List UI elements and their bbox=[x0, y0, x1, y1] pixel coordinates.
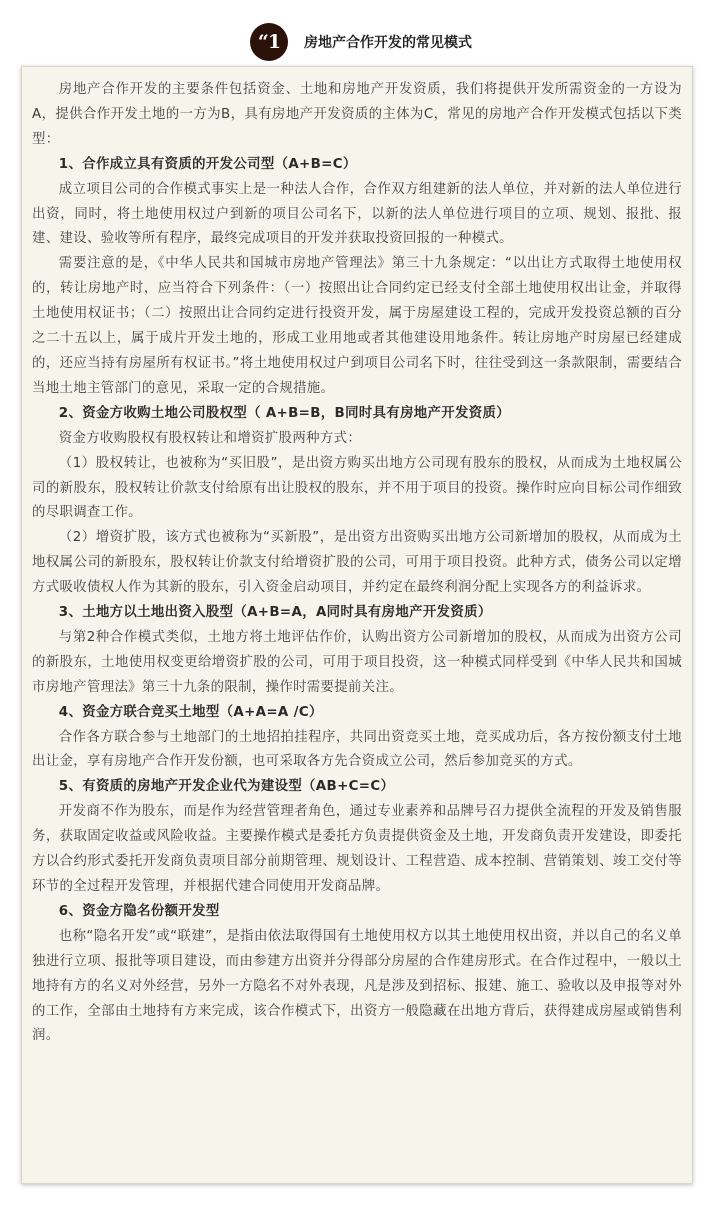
content-card bbox=[21, 66, 693, 1184]
section-number-badge: “1 bbox=[250, 23, 288, 61]
body-paragraph: 也称“隐名开发”或“联建”，是指由依法取得国有土地使用权方以其土地使用权出资，并以自己的名义单独进行立项、报批等项目建设，而由参建方出资并分得部分房屋的合作建房形式。在合作过程中，一般以土地持有方的名义对外经营，另外一方隐名不对外表现，凡是涉及到招标、报建、施工、验收以及申报等对外的工作，全部由土地持有方来完成，该合作模式下，出资方一般隐藏在出地方背后，获得建成房屋或销售利润。 bbox=[32, 928, 682, 1044]
body-paragraph: 开发商不作为股东，而是作为经营管理者角色，通过专业素养和品牌号召力提供全流程的开发及销售服务，获取固定收益或风险收益。主要操作模式是委托方负责提供资金及土地，开发商负责开发建设，即委托方以合约形式委托开发商负责项目部分前期管理、规划设计、工程营造、成本控制、营销策划、竣工交付等环节的全过程开发管理，并根据代建合同使用开发商品牌。 bbox=[32, 804, 682, 894]
body-paragraph: 成立项目公司的合作模式事实上是一种法人合作，合作双方组建新的法人单位，并对新的法人单位进行出资，同时，将土地使用权过户到新的项目公司名下，以新的法人单位进行项目的立项、规划、报批、报建、建设、验收等所有程序，最终完成项目的开发并获取投资回报的一种模式。 bbox=[32, 181, 682, 247]
body-paragraph: 与第2种合作模式类似，土地方将土地评估作价，认购出资方公司新增加的股权，从而成为出资方公司的新股东，土地使用权变更给增资扩股的公司，可用于项目投资，这一种模式同样受到《中华人民共和国城市房地产管理法》第三十九条的限制，操作时需要提前关注。 bbox=[32, 629, 682, 695]
mode-heading-1: 1、合作成立具有资质的开发公司型（A+B=C） bbox=[58, 156, 357, 172]
intro-paragraph: 房地产合作开发的主要条件包括资金、土地和房地产开发资质，我们将提供开发所需资金的一方设为A，提供合作开发土地的一方为B，具有房地产开发资质的主体为C，常见的房地产合作开发模式包括以下类型： bbox=[32, 82, 682, 147]
mode-heading-3: 3、土地方以土地出资入股型（A+B=A，A同时具有房地产开发资质） bbox=[58, 605, 492, 621]
mode-heading-4: 4、资金方联合竞买土地型（A+A=A /C） bbox=[58, 704, 323, 720]
section-title: 房地产合作开发的常见模式 bbox=[304, 35, 472, 51]
body-paragraph: 需要注意的是，《中华人民共和国城市房地产管理法》第三十九条规定：“以出让方式取得土地使用权的，转让房地产时，应当符合下列条件：（一）按照出让合同约定已经支付全部土地使用权出让金，并取得土地使用权证书；（二）按照出让合同约定进行投资开发，属于房屋建设工程的，完成开发投资总额的百分之二十五以上，属于成片开发土地的，形成工业用地或者其他建设用地条件。转让房地产时房屋已经建成的，还应当持有房屋所有权证书。”将土地使用权过户到项目公司名下时，往往受到这一条款限制，需要结合当地土地主管部门的意见，采取一定的合规措施。 bbox=[32, 256, 682, 396]
section-header bbox=[250, 22, 472, 62]
body-paragraph: 合作各方联合参与土地部门的土地招拍挂程序，共同出资竞买土地，竞买成功后，各方按份额支付土地出让金，享有房地产合作开发份额，也可采取各方先合资成立公司，然后参加竞买的方式。 bbox=[32, 729, 682, 770]
body-paragraph: （2）增资扩股，该方式也被称为“买新股”，是出资方出资购买出地方公司新增加的股权，从而成为土地权属公司的新股东，股权转让价款支付给增资扩股的公司，可用于项目投资。此种方式，债务公司以定增方式吸收债权人作为其新的股东，引入资金启动项目，并约定在最终利润分配上实现各方的利益诉求。 bbox=[32, 530, 682, 596]
mode-heading-2: 2、资金方收购土地公司股权型（ A+B=B，B同时具有房地产开发资质） bbox=[58, 405, 510, 421]
mode-heading-6: 6、资金方隐名份额开发型 bbox=[58, 903, 220, 919]
body-paragraph: 资金方收购股权有股权转让和增资扩股两种方式： bbox=[58, 430, 362, 446]
mode-heading-5: 5、有资质的房地产开发企业代为建设型（AB+C=C） bbox=[58, 779, 395, 795]
body-paragraph: （1）股权转让，也被称为“买旧股”，是出资方购买出地方公司现有股东的股权，从而成为土地权属公司的新股东，股权转让价款支付给原有出让股权的股东，并不用于项目的投资。操作时应向目标公司作细致的尽职调查工作。 bbox=[32, 455, 682, 521]
